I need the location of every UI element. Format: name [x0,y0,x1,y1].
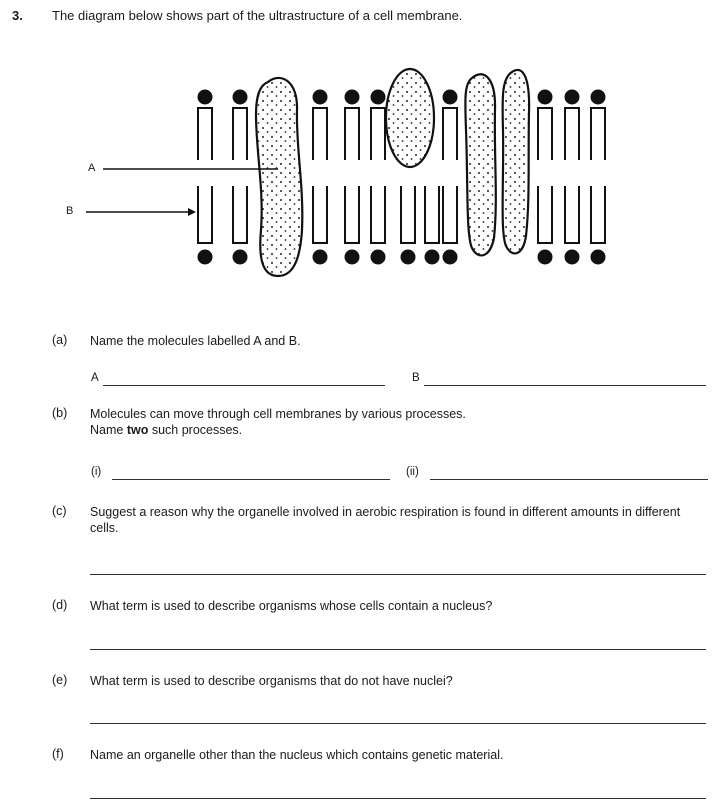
part-f-letter: (f) [52,747,64,761]
phospholipid-tail-bottom [401,186,415,243]
phospholipid-head-top [538,90,553,105]
phospholipid-head-bottom [425,250,440,265]
answer-c-line[interactable] [90,574,706,575]
answer-e-line[interactable] [90,723,706,724]
phospholipid-head-bottom [591,250,606,265]
phospholipid-head-top [371,90,386,105]
phospholipid-tail-top [345,108,359,160]
phospholipid-tail-bottom [371,186,385,243]
part-b-line2 [90,422,690,438]
part-c-text: Suggest a reason why the organelle involved in aerobic respiration is found in different amounts in different cells. [90,505,681,535]
phospholipid-tail-top [565,108,579,160]
phospholipid-tail-top [233,108,247,160]
question-intro: The diagram below shows part of the ultrastructure of a cell membrane. [52,8,463,23]
phospholipid-tail-top [443,108,457,160]
phospholipid-tail-top [371,108,385,160]
phospholipid-head-top [233,90,248,105]
phospholipid-tail-bottom [198,186,212,243]
phospholipid-tail-top [313,108,327,160]
phospholipid-head-bottom [538,250,553,265]
part-d-letter: (d) [52,598,68,612]
part-b-line2-post: such processes. [148,423,243,437]
phospholipid-tail-bottom [565,186,579,243]
answer-i-label: (i) [91,466,102,478]
phospholipid-tail-top [591,108,605,160]
part-f-text: Name an organelle other than the nucleus which contains genetic material. [90,748,504,762]
phospholipid-tail-bottom [233,186,247,243]
answer-i-line[interactable] [112,479,390,480]
part-b-letter: (b) [52,406,68,420]
answer-b-line[interactable] [424,385,706,386]
transmembrane-protein-2 [465,74,495,255]
part-a-letter: (a) [52,333,68,347]
phospholipid-head-bottom [198,250,213,265]
question-number: 3. [12,8,23,23]
phospholipid-head-top [345,90,360,105]
phospholipid-head-top [565,90,580,105]
phospholipid-head-bottom [313,250,328,265]
part-e-letter: (e) [52,673,68,687]
cell-membrane-diagram [0,0,720,300]
phospholipid-tail-bottom [443,186,457,243]
phospholipid-head-bottom [371,250,386,265]
peripheral-protein [386,69,434,167]
phospholipid-head-bottom [443,250,458,265]
answer-f-line[interactable] [90,798,706,799]
phospholipid-head-top [198,90,213,105]
phospholipid-tail-bottom [538,186,552,243]
phospholipid-tail-bottom [425,186,439,243]
part-a-text: Name the molecules labelled A and B. [90,334,301,348]
transmembrane-protein-3 [503,70,530,253]
part-b-line1: Molecules can move through cell membranes by various processes. [90,407,466,421]
transmembrane-protein-1 [256,78,302,276]
answer-d-line[interactable] [90,649,706,650]
part-b-line2-pre: Name [90,423,127,437]
part-b-bold: two [126,423,149,437]
part-b-text [90,406,690,438]
phospholipid-head-top [443,90,458,105]
label-b-arrowhead [188,208,196,216]
phospholipid-head-bottom [565,250,580,265]
phospholipid-head-top [313,90,328,105]
answer-ii-label: (ii) [406,466,419,478]
answer-ii-line[interactable] [430,479,708,480]
phospholipid-tail-bottom [591,186,605,243]
phospholipid-tail-top [538,108,552,160]
phospholipid-head-bottom [401,250,416,265]
phospholipid-head-top [591,90,606,105]
phospholipid-head-bottom [345,250,360,265]
part-d-text: What term is used to describe organisms whose cells contain a nucleus? [90,599,493,613]
phospholipid-tail-top [198,108,212,160]
phospholipid-tail-bottom [345,186,359,243]
phospholipid-head-bottom [233,250,248,265]
label-a: A [88,162,96,174]
answer-a-label: A [91,372,99,384]
phospholipid-tail-bottom [313,186,327,243]
answer-a-line[interactable] [103,385,385,386]
part-c-letter: (c) [52,504,67,518]
part-e-text: What term is used to describe organisms that do not have nuclei? [90,674,453,688]
label-b: B [66,205,74,217]
answer-b-label: B [412,372,420,384]
